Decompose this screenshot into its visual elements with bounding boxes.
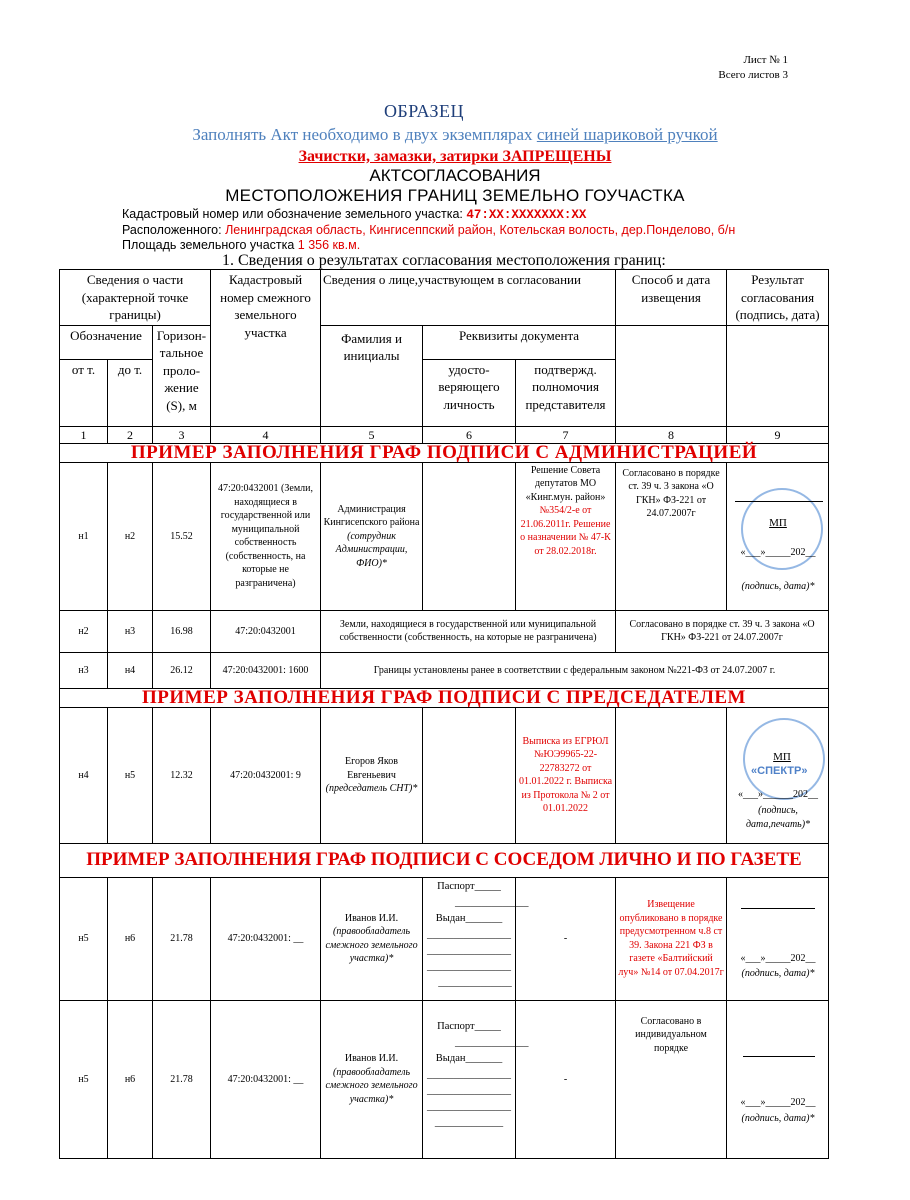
cadastral-line (122, 207, 586, 222)
row5-authority: - (516, 877, 616, 1000)
area-value: 1 356 кв.м. (297, 238, 361, 252)
row5-s: 21.78 (153, 877, 211, 1000)
act-subtitle: МЕСТОПОЛОЖЕНИЯ ГРАНИЦ ЗЕМЕЛЬНО ГОУЧАСТКА (225, 186, 685, 205)
row3-to: н4 (108, 652, 153, 688)
row2-cadastral: 47:20:0432001 (211, 610, 321, 652)
row2-merged-method: Согласовано в порядке ст. 39 ч. 3 закона «О ГКН» ФЗ-221 от 24.07.2007г (616, 610, 829, 652)
act-title: АКТСОГЛАСОВАНИЯ (369, 166, 541, 185)
header-person-info: Сведения о лице,участвующем в согласовании (321, 270, 616, 326)
header-from: от т. (60, 359, 108, 426)
row4-name-text: Егоров Яков Евгеньевич (345, 756, 398, 781)
location-value: Ленинградская область, Кингисеппский район, Котельская волость, дер.Понделово, б/н (225, 223, 736, 237)
row2-from: н2 (60, 610, 108, 652)
row5-name (321, 877, 423, 1000)
row1-auth-black: Решение Совета депутатов МО «Кинг.мун. район» (525, 464, 606, 503)
header-requisites: Реквизиты документа (423, 325, 616, 359)
col-number: 5 (321, 426, 423, 443)
row1-to: н2 (108, 462, 153, 610)
row1-auth-red: №354/2-е от 21.06.2011г. Решение о назначении № 47-К от 28.02.2018г. (520, 505, 611, 557)
row1-mp: МП (769, 517, 787, 530)
row4-identity (423, 707, 516, 843)
row3-from: н3 (60, 652, 108, 688)
header-to: до т. (108, 359, 153, 426)
row5-date-line: «___»_____202__ (740, 952, 816, 964)
banner-administration: ПРИМЕР ЗАПОЛНЕНИЯ ГРАФ ПОДПИСИ С АДМИНИСТРАЦИЕЙ (60, 443, 829, 462)
row5-result (727, 877, 829, 1000)
row6-from: н5 (60, 1000, 108, 1158)
row1-sign-note: (подпись, дата)* (741, 581, 815, 593)
row4-name-note: (председатель СНТ)* (325, 783, 418, 795)
row4-authority: Выписка из ЕГРЮЛ №ЮЭ9965-22-22783272 от 01.01.2022 г. Выписка из Протокола № 2 от 01.01.2022 (516, 707, 616, 843)
row6-issued: Выдан_______ (435, 1052, 503, 1064)
col-number: 9 (727, 426, 829, 443)
row4-name (321, 707, 423, 843)
fill-note-pen: синей шариковой ручкой (536, 125, 718, 144)
row6-date-line: «___»_____202__ (740, 1097, 816, 1109)
row1-result (727, 462, 829, 610)
area-line (122, 238, 360, 252)
header-identity: удосто-веряющего личность (423, 359, 516, 426)
row3-s: 26.12 (153, 652, 211, 688)
row4-cadastral: 47:20:0432001: 9 (211, 707, 321, 843)
row1-date-line: «___»_____202__ (740, 547, 816, 559)
row1-name-note: (сотрудник Администрации, ФИО)* (335, 530, 408, 569)
location-label: Расположенного: (122, 223, 226, 237)
row1-from: н1 (60, 462, 108, 610)
row6-result (727, 1000, 829, 1158)
row2-to: н3 (108, 610, 153, 652)
row1-identity (423, 462, 516, 610)
header-method: Способ и дата извещения (616, 270, 727, 326)
row5-name-note: (правообладатель смежного земельного участка)* (325, 926, 418, 965)
row6-name (321, 1000, 423, 1158)
col-number: 1 (60, 426, 108, 443)
col-number: 2 (108, 426, 153, 443)
header-surname: Фамилия и инициалы (321, 325, 423, 426)
row5-to: н6 (108, 877, 153, 1000)
col-number: 8 (616, 426, 727, 443)
header-part-info: Сведения о части (характерной точке границы) (60, 270, 211, 326)
signature-line (741, 908, 815, 909)
row4-to: н5 (108, 707, 153, 843)
banner-chairman: ПРИМЕР ЗАПОЛНЕНИЯ ГРАФ ПОДПИСИ С ПРЕДСЕДАТЕЛЕМ (60, 688, 829, 707)
row5-passport: Паспорт_____ (437, 880, 501, 892)
row4-date-line: «___»______202__ (738, 789, 819, 801)
cadastral-label: Кадастровый номер или обозначение земельного участка: (122, 207, 467, 221)
sheet-number: Лист № 1 (743, 54, 788, 66)
header-authority: подтвержд. полномочия представителя (516, 359, 616, 426)
col-number: 7 (516, 426, 616, 443)
row4-s: 12.32 (153, 707, 211, 843)
row4-stamp-text: «СПЕКТР» (751, 765, 808, 778)
row3-merged: Границы установлены ранее в соответствии с федеральным законом №221-ФЗ от 24.07.2007 г. (321, 652, 829, 688)
banner-neighbor: ПРИМЕР ЗАПОЛНЕНИЯ ГРАФ ПОДПИСИ С СОСЕДОМ ЛИЧНО И ПО ГАЗЕТЕ (60, 843, 829, 877)
row6-s: 21.78 (153, 1000, 211, 1158)
signature-line (735, 501, 823, 502)
row5-name-text: Иванов И.И. (344, 912, 399, 924)
row5-from: н5 (60, 877, 108, 1000)
header-method-blank (616, 325, 727, 426)
row4-result (727, 707, 829, 843)
row5-cadastral: 47:20:0432001: __ (211, 877, 321, 1000)
fill-note-text: Заполнять Акт необходимо в двух экземплярах (192, 125, 537, 144)
row6-sign-note: (подпись, дата)* (741, 1113, 815, 1125)
cadastral-value: 47:XX:XXXXXXX:XX (466, 208, 587, 222)
row1-name (321, 462, 423, 610)
sample-title: ОБРАЗЕЦ (383, 101, 465, 121)
row1-s: 15.52 (153, 462, 211, 610)
row1-method: Согласовано в порядке ст. 39 ч. 3 закона «О ГКН» ФЗ-221 от 24.07.2007г (616, 462, 727, 610)
row6-method: Согласовано в индивидуальном порядке (616, 1000, 727, 1158)
row6-name-note: (правообладатель смежного земельного участка)* (325, 1066, 418, 1105)
row6-authority: - (516, 1000, 616, 1158)
header-horizontal: Горизон-тальное проло-жение (S), м (153, 325, 211, 426)
row5-sign-note: (подпись, дата)* (741, 967, 815, 979)
row4-from: н4 (60, 707, 108, 843)
row6-name-text: Иванов И.И. (344, 1053, 399, 1065)
agreement-table (59, 269, 829, 1159)
col-number: 4 (211, 426, 321, 443)
row6-passport: Паспорт_____ (437, 1020, 501, 1032)
fill-note (0, 125, 910, 145)
row1-cadastral: 47:20:0432001 (Земли, находящиеся в государственной или муниципальной собственность (собственность, на которые не разграничена) (211, 462, 321, 610)
sheet-total: Всего листов 3 (718, 69, 788, 81)
location-line (122, 223, 735, 237)
col-number: 6 (423, 426, 516, 443)
row2-s: 16.98 (153, 610, 211, 652)
row2-merged-info: Земли, находящиеся в государственной или муниципальной собственности (собственность, на которые не разграничена) (321, 610, 616, 652)
row1-authority (516, 462, 616, 610)
forbidden-note: Зачистки, замазки, затирки ЗАПРЕЩЕНЫ (298, 148, 612, 165)
col-number: 3 (153, 426, 211, 443)
row4-mp: МП (773, 751, 791, 764)
sheet-info (718, 53, 788, 83)
row6-identity: Паспорт_____ ______________ Выдан_______ ________________ ________________ ________________ _____________ (423, 1000, 516, 1158)
signature-line (743, 1056, 815, 1057)
header-cadastral: Кадастровый номер смежного земельного участка (211, 270, 321, 427)
row4-method (616, 707, 727, 843)
row6-to: н6 (108, 1000, 153, 1158)
row6-cadastral: 47:20:0432001: __ (211, 1000, 321, 1158)
row5-identity: Паспорт_____ ______________ Выдан_______ ________________ ________________ ________________ ______________ (423, 877, 516, 1000)
row5-method: Извещение опубликовано в порядке предусмотренном ч.8 ст 39. Закона 221 ФЗ в газете «Балтийский луч» №14 от 07.04.2017г (616, 877, 727, 1000)
row3-cadastral: 47:20:0432001: 1600 (211, 652, 321, 688)
row5-issued: Выдан_______ (435, 912, 503, 924)
row1-name-text: Администрация Кингисепского района (323, 503, 420, 529)
area-label: Площадь земельного участка (122, 238, 298, 252)
header-result: Результат согласования (подпись, дата) (727, 270, 829, 326)
section-title: 1. Сведения о результатах согласования местоположения границ: (222, 252, 666, 269)
header-result-blank (727, 325, 829, 426)
row4-sign-note: (подпись, дата,печать)* (745, 805, 811, 830)
header-designation: Обозначение (60, 325, 153, 359)
